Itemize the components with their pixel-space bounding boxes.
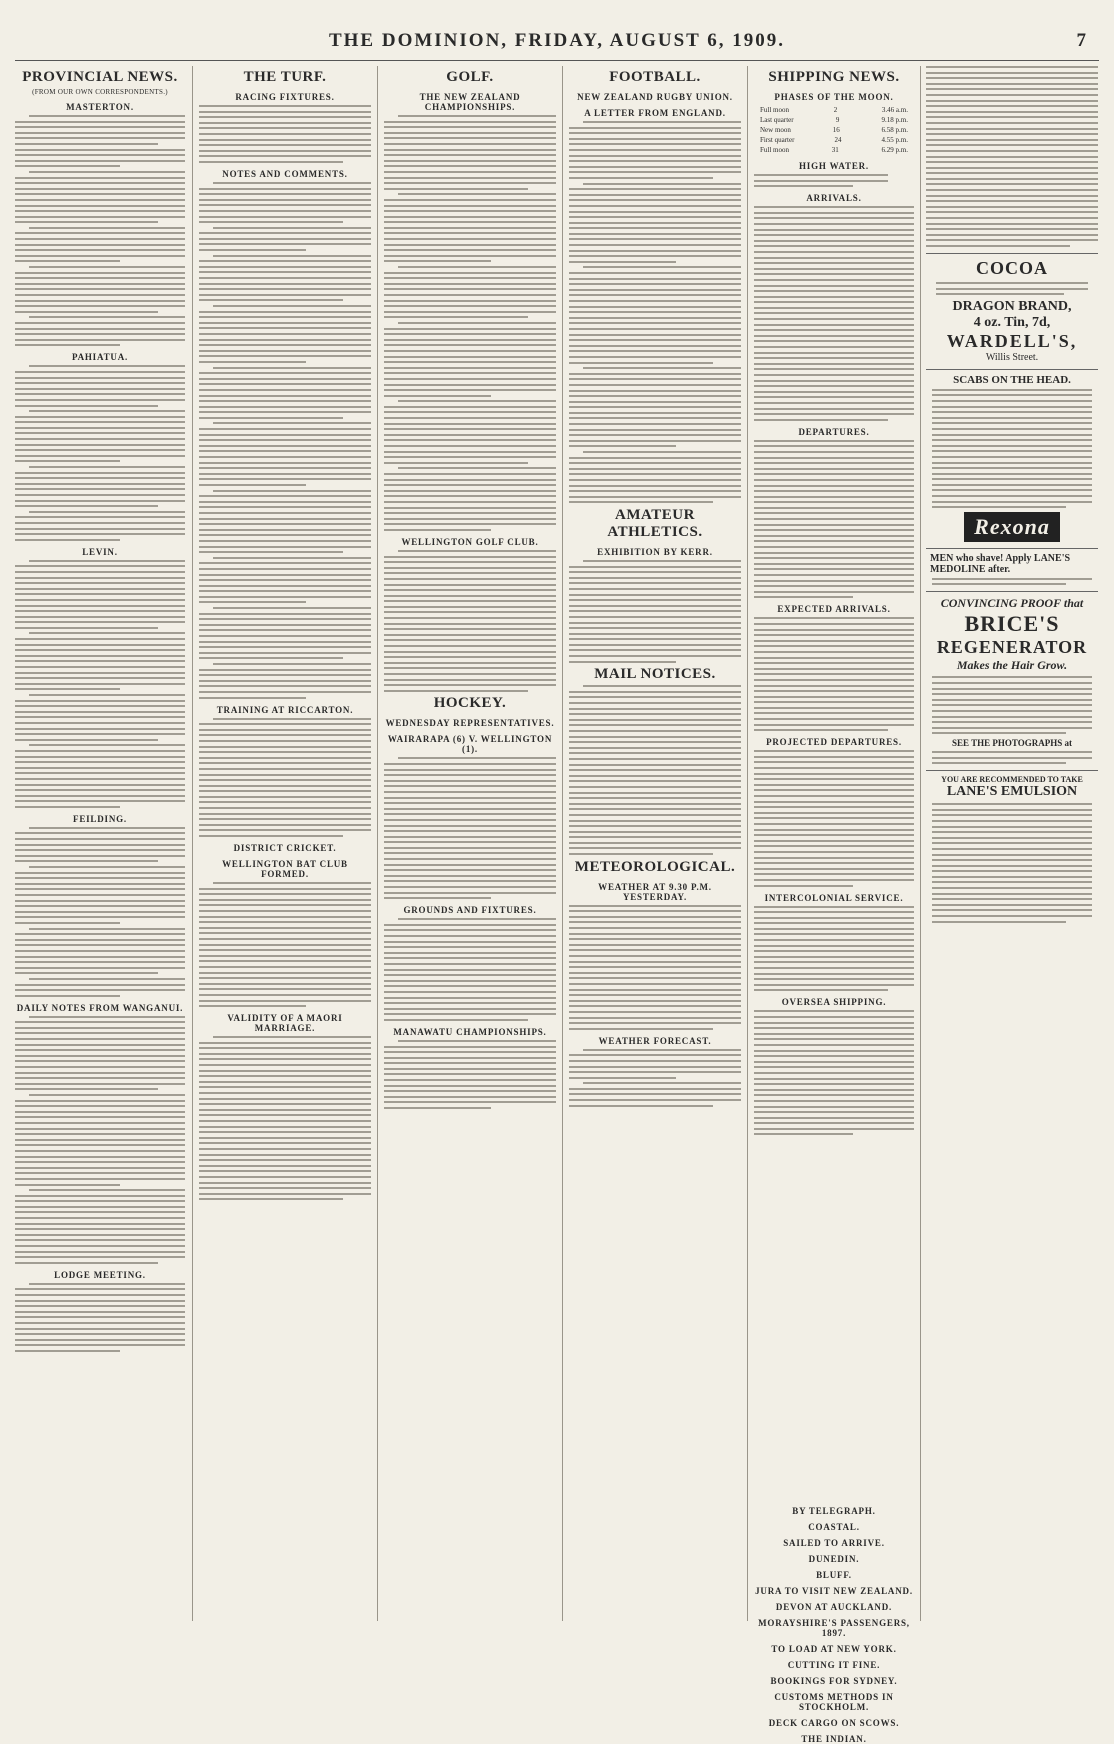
- heading-feilding: FEILDING.: [73, 813, 127, 824]
- article-body: [199, 718, 371, 837]
- article-body: [754, 906, 914, 992]
- provincial-subtitle: (FROM OUR OWN CORRESPONDENTS.): [32, 88, 168, 96]
- cocoa-price: 4 oz. Tin, 7d,: [973, 314, 1051, 330]
- see-photographs: SEE THE PHOTOGRAPHS at: [952, 737, 1072, 748]
- heading-intercolonial: INTERCOLONIAL SERVICE.: [764, 892, 904, 903]
- heading-wanganui: DAILY NOTES FROM WANGANUI.: [16, 1002, 184, 1013]
- heading-bookings-sydney: BOOKINGS FOR SYDNEY.: [770, 1676, 898, 1686]
- article-body: [569, 121, 741, 503]
- heading-weather-forecast: WEATHER FORECAST.: [598, 1035, 712, 1046]
- article-body: [15, 1283, 185, 1352]
- lanes-emulsion: LANE'S EMULSION: [946, 784, 1078, 800]
- convincing-proof: CONVINCING PROOF that: [940, 596, 1084, 611]
- heading-cutting-fine: CUTTING IT FINE.: [787, 1660, 881, 1670]
- article-body: [384, 757, 556, 899]
- masthead: [0, 30, 1114, 60]
- golf-column: [384, 66, 556, 1621]
- recommended-text: YOU ARE RECOMMENDED TO TAKE: [941, 775, 1083, 785]
- article-body: [15, 1016, 185, 1264]
- heading-high-water: HIGH WATER.: [799, 161, 869, 171]
- article-body: [926, 66, 1098, 247]
- article-body: [569, 560, 741, 663]
- column-divider: [747, 66, 748, 1621]
- wardells-name: WARDELL'S,: [946, 330, 1078, 351]
- heading-manawatu: MANAWATU CHAMPIONSHIPS.: [393, 1026, 547, 1037]
- table-row: First quarter 24 4.55 p.m.: [760, 136, 908, 144]
- article-body: [569, 685, 741, 855]
- heading-wairarapa-wellington: WAIRARAPA (6) V. WELLINGTON (1).: [387, 734, 553, 755]
- dragon-brand: DRAGON BRAND,: [952, 298, 1072, 314]
- article-body: [15, 827, 185, 997]
- heading-indian: THE INDIAN.: [801, 1734, 867, 1744]
- heading-nz-championships: THE NEW ZEALAND CHAMPIONSHIPS.: [419, 92, 521, 112]
- heading-letter-england: A LETTER FROM ENGLAND.: [584, 108, 726, 118]
- medoline-ad: [926, 548, 1098, 586]
- article-body: [754, 750, 914, 886]
- masthead-rule: [15, 60, 1099, 61]
- heading-wellington-golf: WELLINGTON GOLF CLUB.: [401, 536, 539, 547]
- heading-masterton: MASTERTON.: [66, 102, 134, 112]
- article-body: [754, 617, 914, 731]
- medoline-text: MEN who shave! Apply LANE'S MEDOLINE after.: [930, 552, 1071, 575]
- meteorological-title: METEOROLOGICAL.: [574, 858, 736, 875]
- page-number: 7: [1076, 30, 1086, 51]
- heading-wednesday-reps: WEDNESDAY REPRESENTATIVES.: [385, 718, 555, 729]
- masthead-title: THE DOMINION, FRIDAY, AUGUST 6, 1909.: [328, 30, 785, 51]
- article-body: [15, 115, 185, 346]
- hair-grow: Makes the Hair Grow.: [956, 658, 1068, 673]
- article-body: [384, 550, 556, 692]
- article-body: [754, 206, 914, 421]
- emulsion-ad: [926, 770, 1098, 922]
- heading-expected-arrivals: EXPECTED ARRIVALS.: [777, 604, 891, 615]
- heading-deck-cargo: DECK CARGO ON SCOWS.: [768, 1718, 900, 1728]
- column-divider: [377, 66, 378, 1621]
- turf-column: [199, 66, 371, 1621]
- heading-pahiatua: PAHIATUA.: [71, 352, 129, 363]
- mail-notices-title: MAIL NOTICES.: [594, 666, 716, 683]
- rexona-logo: Rexona: [964, 512, 1060, 542]
- table-row: Full moon 2 3.46 a.m.: [760, 106, 908, 114]
- shipping-title: SHIPPING NEWS.: [768, 69, 900, 85]
- article-body: [384, 918, 556, 1021]
- heading-weather-yesterday: WEATHER AT 9.30 P.M. YESTERDAY.: [598, 881, 712, 902]
- heading-sailed-to-arrive: SAILED TO ARRIVE.: [783, 1538, 885, 1548]
- cocoa-title: COCOA: [976, 258, 1048, 278]
- scabs-ad: [926, 369, 1098, 542]
- article-body: [384, 1040, 556, 1109]
- heading-grounds-fixtures: GROUNDS AND FIXTURES.: [403, 905, 537, 916]
- wardells-street: Willis Street.: [985, 351, 1039, 363]
- heading-lodge-meeting: LODGE MEETING.: [54, 1269, 146, 1280]
- football-column: [569, 66, 741, 1621]
- regenerator-name: REGENERATOR: [936, 637, 1088, 658]
- scabs-heading: SCABS ON THE HEAD.: [953, 373, 1071, 386]
- turf-title: THE TURF.: [243, 69, 327, 85]
- heading-by-telegraph: BY TELEGRAPH.: [792, 1506, 876, 1516]
- heading-bat-club: WELLINGTON BAT CLUB FORMED.: [222, 859, 348, 880]
- cocoa-ad: [926, 253, 1098, 363]
- heading-oversea-shipping: OVERSEA SHIPPING.: [781, 997, 887, 1008]
- article-body: [199, 182, 371, 699]
- article-body: [384, 115, 556, 531]
- article-body: [754, 1010, 914, 1135]
- heading-customs-stockholm: CUSTOMS METHODS IN STOCKHOLM.: [774, 1692, 894, 1712]
- telegraph-strip: [754, 1500, 914, 1744]
- heading-maori-marriage: VALIDITY OF A MAORI MARRIAGE.: [227, 1013, 343, 1034]
- table-row: New moon 16 6.58 p.m.: [760, 126, 908, 134]
- article-body: [199, 882, 371, 1007]
- heading-projected-departures: PROJECTED DEPARTURES.: [766, 737, 902, 748]
- heading-departures: DEPARTURES.: [798, 426, 870, 437]
- article-body: [15, 365, 185, 540]
- heading-bluff: BLUFF.: [816, 1570, 852, 1580]
- heading-moon-phases: PHASES OF THE MOON.: [774, 92, 894, 102]
- heading-coastal: COASTAL.: [808, 1522, 860, 1532]
- heading-district-cricket: DISTRICT CRICKET.: [233, 843, 337, 854]
- shipping-column: [754, 66, 914, 1621]
- heading-arrivals: ARRIVALS.: [806, 193, 862, 204]
- football-title: FOOTBALL.: [609, 69, 701, 85]
- article-body: [754, 440, 914, 599]
- heading-jura: JURA TO VISIT NEW ZEALAND.: [755, 1586, 913, 1596]
- article-body: [199, 1036, 371, 1200]
- article-body: [569, 1049, 741, 1107]
- table-row: Last quarter 9 9.18 p.m.: [760, 116, 908, 124]
- heading-new-york: TO LOAD AT NEW YORK.: [771, 1644, 897, 1654]
- article-body: [199, 105, 371, 163]
- athletics-title: AMATEUR ATHLETICS.: [607, 506, 703, 540]
- article-body: [15, 560, 185, 808]
- table-row: Full moon 31 6.29 p.m.: [760, 146, 908, 154]
- heading-nz-rugby-union: NEW ZEALAND RUGBY UNION.: [577, 92, 733, 102]
- brices-ad: [926, 591, 1098, 764]
- heading-notes-comments: NOTES AND COMMENTS.: [222, 168, 348, 179]
- moon-phase-table: [754, 105, 914, 155]
- column-divider: [562, 66, 563, 1621]
- heading-morayshire: MORAYSHIRE'S PASSENGERS, 1897.: [758, 1618, 910, 1638]
- provincial-news-column: [15, 66, 185, 1621]
- hockey-title: HOCKEY.: [433, 695, 507, 712]
- heading-levin: LEVIN.: [82, 546, 118, 557]
- article-body: [754, 174, 914, 187]
- heading-devon: DEVON AT AUCKLAND.: [775, 1602, 893, 1612]
- article-body: [569, 905, 741, 1030]
- brices-name: BRICE'S: [964, 611, 1060, 637]
- heading-exhibition-kerr: EXHIBITION BY KERR.: [597, 546, 713, 557]
- column-divider: [192, 66, 193, 1621]
- heading-dunedin: DUNEDIN.: [808, 1554, 860, 1564]
- heading-training-riccarton: TRAINING AT RICCARTON.: [216, 704, 354, 715]
- advertisements-column: [926, 66, 1098, 1621]
- heading-racing-fixtures: RACING FIXTURES.: [235, 92, 335, 102]
- golf-title: GOLF.: [446, 69, 494, 85]
- column-divider: [920, 66, 921, 1621]
- provincial-title: PROVINCIAL NEWS.: [22, 69, 178, 85]
